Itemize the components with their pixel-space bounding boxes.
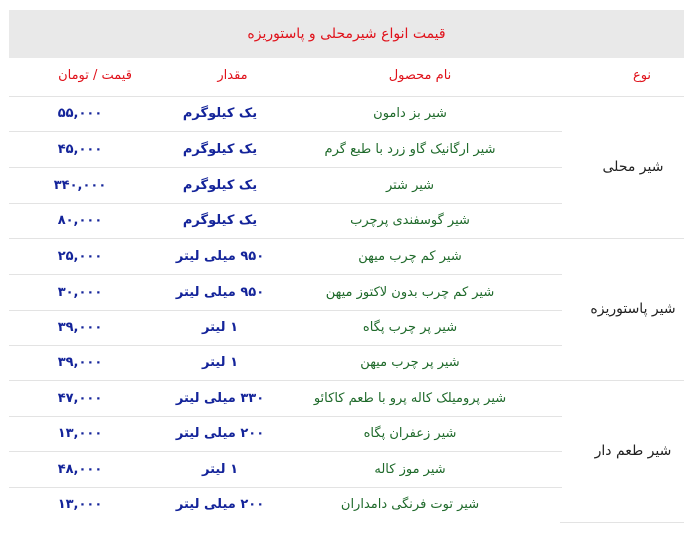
price-value: ۸۰,۰۰۰ xyxy=(57,213,103,228)
amount-value: ۱ لیتر xyxy=(201,355,239,370)
product-name: شیر پر چرب پگاه xyxy=(362,320,458,335)
price-value: ۵۵,۰۰۰ xyxy=(57,106,103,121)
amount-value: ۳۳۰ میلی لیتر xyxy=(175,390,265,406)
product-name: شیر زعفران پگاه xyxy=(363,426,457,441)
price-value: ۱۳,۰۰۰ xyxy=(57,426,103,441)
type-cell-flavored: شیر طعم دار xyxy=(594,443,672,459)
product-name: شیر کم چرب میهن xyxy=(358,248,462,264)
price-value: ۴۷,۰۰۰ xyxy=(57,390,103,406)
table-title: قیمت انواع شیرمحلی و پاستوریزه xyxy=(9,10,684,58)
type-cell-pasteurized: شیر پاستوریزه xyxy=(590,301,676,317)
header-price: قیمت / تومان xyxy=(58,67,132,83)
header-product: نام محصول xyxy=(388,67,452,83)
amount-value: ۱ لیتر xyxy=(201,320,239,335)
amount-value: ۲۰۰ میلی لیتر xyxy=(175,426,265,441)
product-name: شیر کم چرب بدون لاکتوز میهن xyxy=(325,284,495,300)
price-value: ۴۵,۰۰۰ xyxy=(57,141,103,157)
product-name: شیر شتر xyxy=(385,177,435,193)
type-cell-local: شیر محلی xyxy=(602,159,664,175)
product-name: شیر پرومیلک کاله پرو با طعم کاکائو xyxy=(313,390,507,406)
price-value: ۲۵,۰۰۰ xyxy=(57,248,103,264)
price-value: ۱۳,۰۰۰ xyxy=(57,497,103,512)
amount-value: ۲۰۰ میلی لیتر xyxy=(175,497,265,512)
amount-value: یک کیلوگرم xyxy=(182,213,258,228)
product-name: شیر پر چرب میهن xyxy=(360,355,460,370)
price-value: ۳۹,۰۰۰ xyxy=(57,320,103,335)
header-amount: مقدار xyxy=(217,67,248,83)
product-name: شیر موز کاله xyxy=(374,461,446,477)
product-name: شیر بز دامون xyxy=(373,106,447,121)
price-value: ۳۴۰,۰۰۰ xyxy=(53,177,107,193)
amount-value: ۹۵۰ میلی لیتر xyxy=(175,248,265,264)
amount-value: یک کیلوگرم xyxy=(182,141,258,157)
product-name: شیر ارگانیک گاو زرد با طبع گرم xyxy=(324,141,496,157)
amount-value: یک کیلوگرم xyxy=(182,177,258,193)
price-value: ۳۹,۰۰۰ xyxy=(57,355,103,370)
price-value: ۴۸,۰۰۰ xyxy=(57,461,103,477)
product-name: شیر گوسفندی پرچرب xyxy=(350,213,470,228)
amount-value: ۱ لیتر xyxy=(201,461,239,477)
table-bottom-divider xyxy=(560,522,684,523)
amount-value: یک کیلوگرم xyxy=(182,106,258,121)
product-name: شیر توت فرنگی دامداران xyxy=(340,497,480,512)
price-value: ۳۰,۰۰۰ xyxy=(57,284,103,300)
header-type: نوع xyxy=(632,67,652,83)
amount-value: ۹۵۰ میلی لیتر xyxy=(175,284,265,300)
